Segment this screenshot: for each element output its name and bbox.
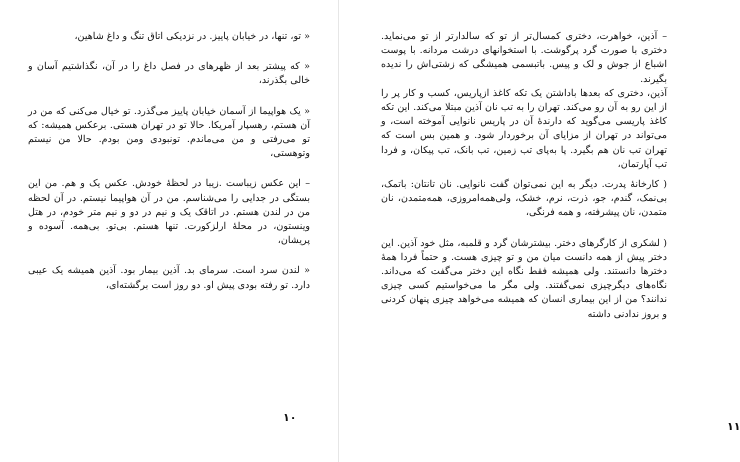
- page-number: ۱۱: [727, 420, 740, 433]
- paragraph: ( کارخانهٔ پدرت. دیگر به این نمی‌توان گفت نانوایی. نان تانتان: باتمک، بی‌نمک، گندم، جو، ذرت، نرم، خشک، ولی‌همه‌امروزی، همه‌متمدن، نان متمدن، نان پیشرفته، و همه فرنگی،: [381, 179, 667, 219]
- paragraph: ( لشکری از کارگرهای دختر. بیشترشان گرد و قلمبه، مثل خود آذین. این دختر پیش از همه دانست میان من و تو چیزی هست. و حتماً فردا همهٔ دخترها دانستند. ولی همیشه فقط نگاه این دختر می‌گفت که می‌داند. نگاه‌های دیگرچیزی نمی‌گفتند. ولی مگر ما می‌خواستیم کسی چیزی ندانند؟ من از این بیماری انسان که همیشه می‌خواهد چیزی پنهان کردنی و بروز ندادنی داشته: [381, 237, 667, 320]
- page-number: ۱۰: [283, 411, 297, 424]
- paragraph: – این عکس زیباست .زیبا در لحظهٔ خودش. عکس یک و هم. من این بستگی در جدایی را می‌شناسم. من در آن هواپیما نیستم. در آن لحظه من در لندن هستم. در اتاقک یک و نیم در دو و نیم متر خودم، در هتل وینستون، در محلهٔ ارلزکورت. تنها هستم. بی‌تو. بی‌همه. آسوده و پریشان،: [28, 178, 310, 247]
- paragraph: « لندن سرد است. سرمای بد. آذین بیمار بود. آذین همیشه یک عیبی دارد. تو رفته بودی پیش او. دو روز است برگشته‌ای،: [28, 265, 310, 291]
- paragraph: « که پیشتر بعد از ظهرهای در فصل داغ را در آن، نگذاشتیم آسان و خالی بگذرند،: [28, 61, 310, 87]
- paragraph: – آذین، خواهرت، دختری کمسال‌تر از تو که سالدارتر از تو می‌نماید. دختری با صورت گرد پرگوشت. با استخوانهای درشت مردانه. با پوست اشباع از جوش و لک و پیس. باتبسمی همیشگی که زشتی‌اش را ندیده بگیرند. آذین، دختری که بعدها باداشتن یک تکه کاغذ ازپاریس، کسب و کار پر را از این رو به آن رو می‌کند. تهران را به تب نان آذین مبتلا می‌کند. این تکه کاغذ پاریسی می‌گوید که دارندهٔ آن در پاریس نانوایی آموخته است، و می‌تواند در تهران از مزایای آن برخوردار شود. و همین بس است که تهران تب نان هم بگیرد. پا به‌پای تب زمین، تب بانک، تب پیکان، و فردا تب آپارتمان،: [381, 31, 667, 170]
- paragraph: « یک هواپیما از آسمان خیابان پاییز می‌گذرد. تو خیال می‌کنی که من در آن هستم، رهسپار آمریکا. حالا تو در تهران هستی. برعکس همیشه: که تو می‌رفتی و من می‌ماندم. تونبودی ومن بودم. حالا من نیستم وتوهستی،: [28, 105, 310, 160]
- right-page: [339, 0, 740, 462]
- paragraph: « تو، تنها، در خیابان پاییز. در نزدیکی اتاق تنگ و داغ شاهین،: [74, 31, 310, 42]
- left-page: [0, 0, 339, 462]
- left-page-text: [28, 30, 310, 309]
- right-page-text: [381, 30, 667, 338]
